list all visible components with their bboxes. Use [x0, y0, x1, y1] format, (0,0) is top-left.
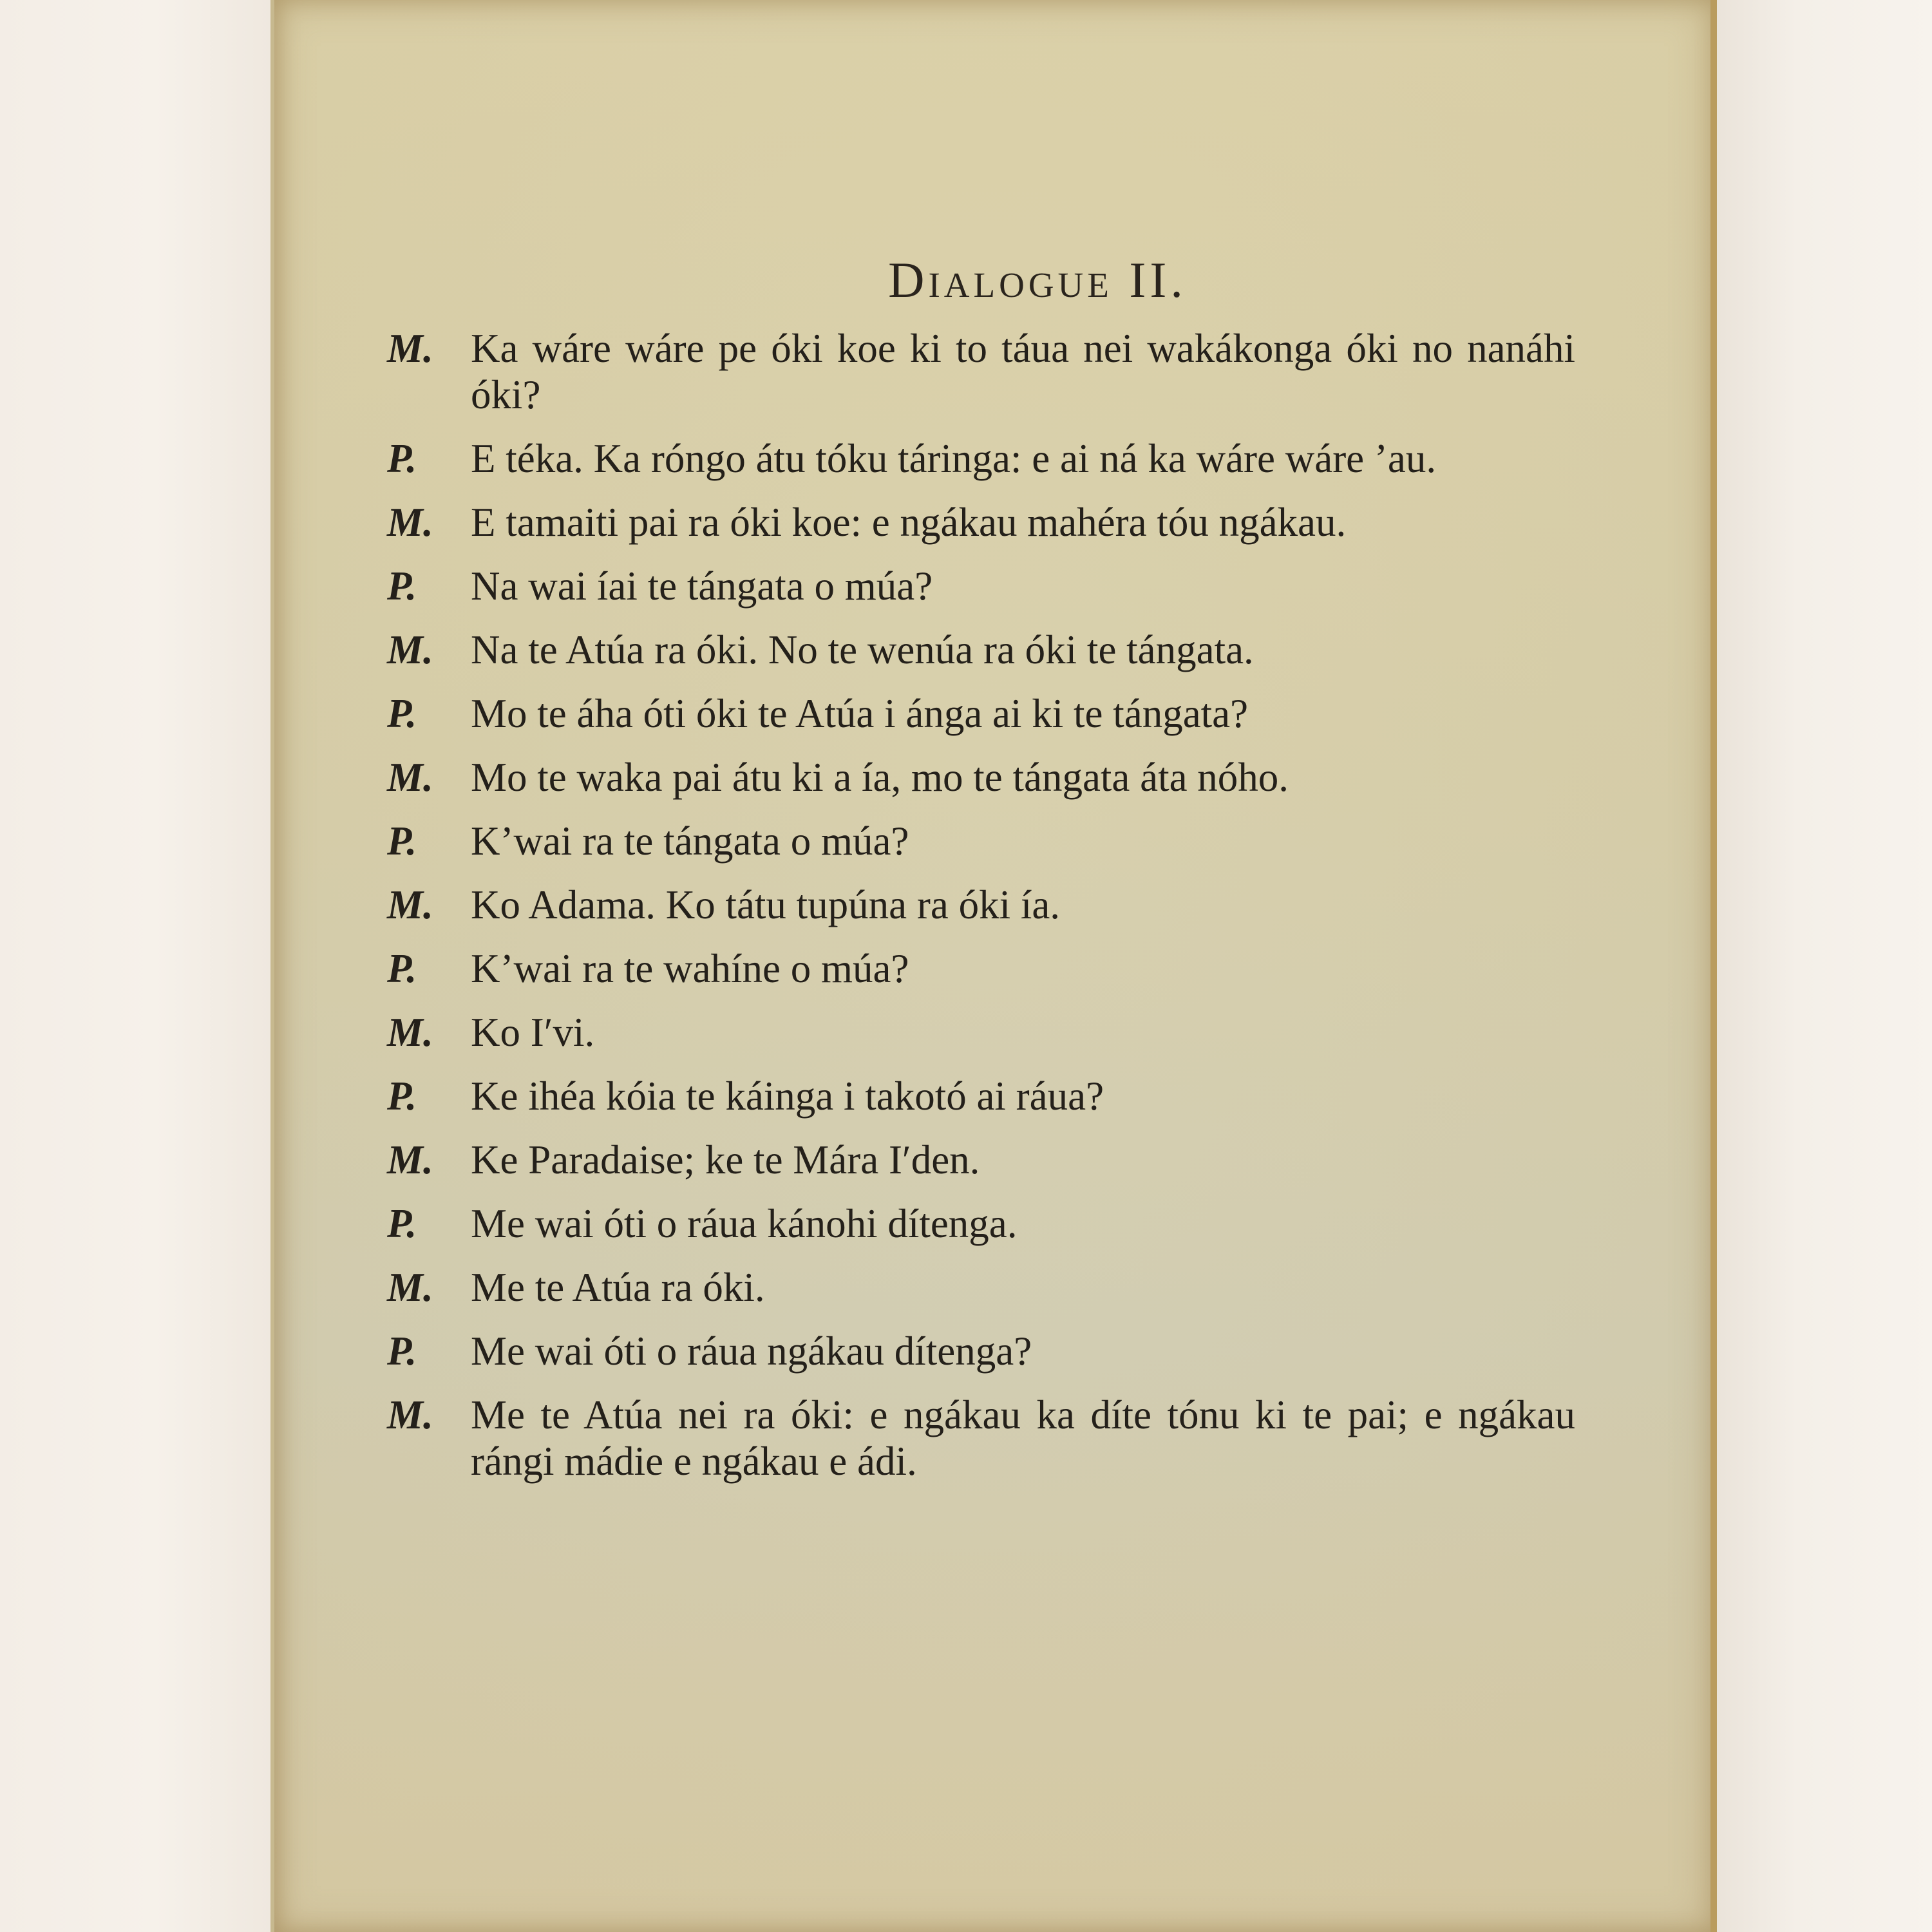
line-text: Na te Atúa ra óki. No te wenúa ra óki te tángata. [471, 627, 1254, 672]
speaker-label: P. [387, 1074, 417, 1119]
line-text: K’wai ra te tángata o múa? [471, 819, 909, 864]
line-text: E tamaiti pai ra óki koe: e ngákau mahéra tóu ngákau. [471, 500, 1347, 545]
page-heading: Dialogue II. [888, 252, 1187, 308]
speaker-label: M. [387, 1392, 433, 1437]
line-text: Ko Adama. Ko tátu tupúna ra óki ía. [471, 882, 1061, 927]
line-text: Na wai íai te tángata o múa? [471, 564, 933, 609]
line-text: Mo te waka pai átu ki a ía, mo te tángata áta nóho. [471, 755, 1289, 800]
dialogue-line [387, 325, 1575, 418]
dialogue-line [387, 1328, 1575, 1374]
line-text: Me wai óti o ráua ngákau dítenga? [471, 1329, 1032, 1374]
dialogue-line [387, 627, 1575, 673]
speaker-label: M. [387, 882, 433, 927]
speaker-label: M. [387, 1137, 433, 1182]
dialogue-line [387, 1073, 1575, 1119]
speaker-label: M. [387, 1265, 433, 1310]
book-page [270, 0, 1717, 1932]
line-text: Ke Paradaise; ke te Mára I′den. [471, 1137, 980, 1182]
speaker-label: M. [387, 1010, 433, 1055]
speaker-label: M. [387, 326, 433, 371]
dialogue-line [387, 1009, 1575, 1056]
right-margin [1707, 0, 1932, 1932]
dialogue-line [387, 945, 1575, 992]
dialogue-line [387, 690, 1575, 737]
dialogue-line [387, 563, 1575, 609]
dialogue-line [387, 1392, 1575, 1484]
dialogue-line [387, 1264, 1575, 1311]
speaker-label: P. [387, 1201, 417, 1246]
line-text: Ko I′vi. [471, 1010, 595, 1055]
dialogue-line [387, 818, 1575, 864]
speaker-label: M. [387, 500, 433, 545]
speaker-label: P. [387, 436, 417, 481]
dialogue-line [387, 499, 1575, 545]
line-text: E téka. Ka róngo átu tóku táringa: e ai ná ka wáre wáre ’au. [471, 436, 1437, 481]
dialogue-line [387, 882, 1575, 928]
line-text: Me te Atúa ra óki. [471, 1265, 765, 1310]
speaker-label: P. [387, 819, 417, 864]
dialogue-line [387, 435, 1575, 482]
line-text: K’wai ra te wahíne o múa? [471, 946, 909, 991]
speaker-label: P. [387, 1329, 417, 1374]
speaker-label: M. [387, 755, 433, 800]
dialogue-line [387, 1200, 1575, 1247]
speaker-label: P. [387, 691, 417, 736]
dialogue-line [387, 754, 1575, 800]
line-text: Mo te áha óti óki te Atúa i ánga ai ki te tángata? [471, 691, 1249, 736]
speaker-label: M. [387, 627, 433, 672]
speaker-label: P. [387, 946, 417, 991]
dialogue-text [387, 325, 1575, 1502]
line-text: Ke ihéa kóia te káinga i takotó ai ráua? [471, 1074, 1104, 1119]
speaker-label: P. [387, 564, 417, 609]
line-text: Me wai óti o ráua kánohi dítenga. [471, 1201, 1018, 1246]
line-text: Ka wáre wáre pe óki koe ki to táua nei wakákonga óki no nanáhi óki? [471, 326, 1575, 417]
dialogue-line [387, 1137, 1575, 1183]
line-text: Me te Atúa nei ra óki: e ngákau ka díte tónu ki te pai; e ngákau rángi mádie e ngákau e ádi. [471, 1392, 1575, 1484]
